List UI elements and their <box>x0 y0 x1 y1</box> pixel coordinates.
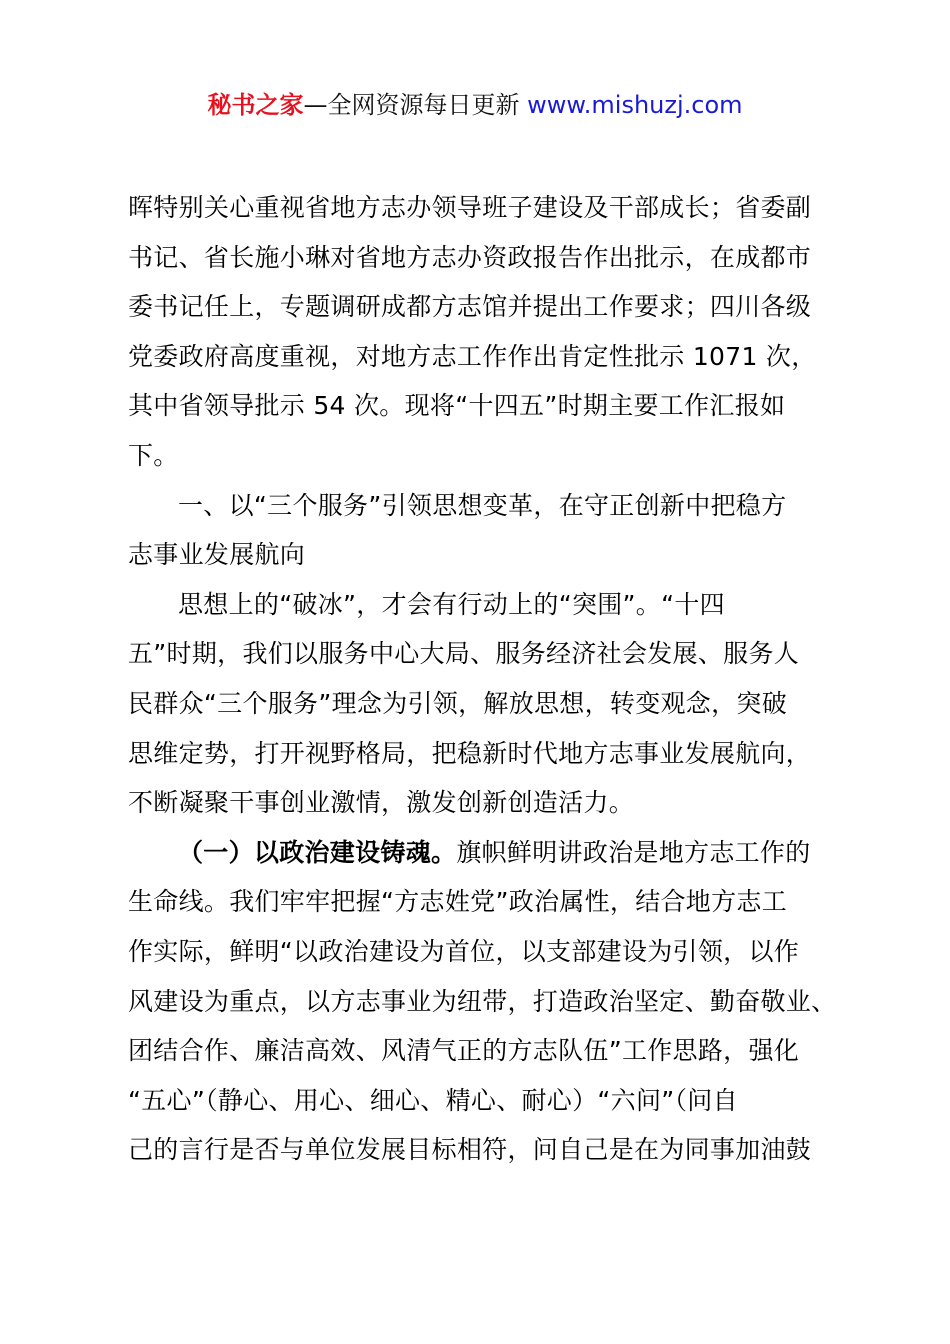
text-line: 其中省领导批示 54 次。现将“十四五”时期主要工作汇报如 <box>128 391 786 421</box>
site-link[interactable]: www.mishuzj.com <box>527 91 743 119</box>
text-line: 不断凝聚干事创业激情，激发创新创造活力。 <box>128 788 635 818</box>
brand-name: 秘书之家 <box>207 91 304 119</box>
section-heading-line: 一、以“三个服务”引领思想变革，在守正创新中把稳方 <box>178 490 787 520</box>
text-line: 己的言行是否与单位发展目标相符，问自己是在为同事加油鼓 <box>128 1135 812 1165</box>
text-line: 思维定势，打开视野格局，把稳新时代地方志事业发展航向， <box>128 738 812 768</box>
subsection-title: （一）以政治建设铸魂。 <box>178 837 457 867</box>
text-line: “五心”（静心、用心、细心、精心、耐心）“六问”（问自 <box>128 1085 738 1115</box>
text-line: 下。 <box>128 440 179 470</box>
text-line: 党委政府高度重视，对地方志工作作出肯定性批示 1071 次， <box>128 341 817 371</box>
text-line: 委书记任上，专题调研成都方志馆并提出工作要求；四川各级 <box>128 292 812 322</box>
subsection-line <box>128 828 838 878</box>
text-line: 五”时期，我们以服务中心大局、服务经济社会发展、服务人 <box>128 639 800 669</box>
text-line: 风建设为重点，以方志事业为纽带，打造政治坚定、勤奋敬业、 <box>128 986 837 1016</box>
text-line: 书记、省长施小琳对省地方志办资政报告作出批示，在成都市 <box>128 242 812 272</box>
paragraph-first-line: 思想上的“破冰”，才会有行动上的“突围”。“十四 <box>178 589 725 619</box>
section-heading-line: 志事业发展航向 <box>128 540 306 570</box>
text-line: 团结合作、廉洁高效、风清气正的方志队伍”工作思路，强化 <box>128 1036 800 1066</box>
text-line: 晖特别关心重视省地方志办领导班子建设及干部成长；省委副 <box>128 193 812 222</box>
subsection-text: 旗帜鲜明讲政治是地方志工作的 <box>456 837 811 867</box>
text-line: 作实际，鲜明“以政治建设为首位，以支部建设为引领，以作 <box>128 936 800 966</box>
text-line: 生命线。我们牢牢把握“方志姓党”政治属性，结合地方志工 <box>128 887 788 917</box>
site-header <box>0 86 950 124</box>
text-line: 民群众“三个服务”理念为引领，解放思想，转变观念，突破 <box>128 688 788 718</box>
document-body <box>128 183 838 1175</box>
header-tagline: —全网资源每日更新 <box>303 91 528 119</box>
